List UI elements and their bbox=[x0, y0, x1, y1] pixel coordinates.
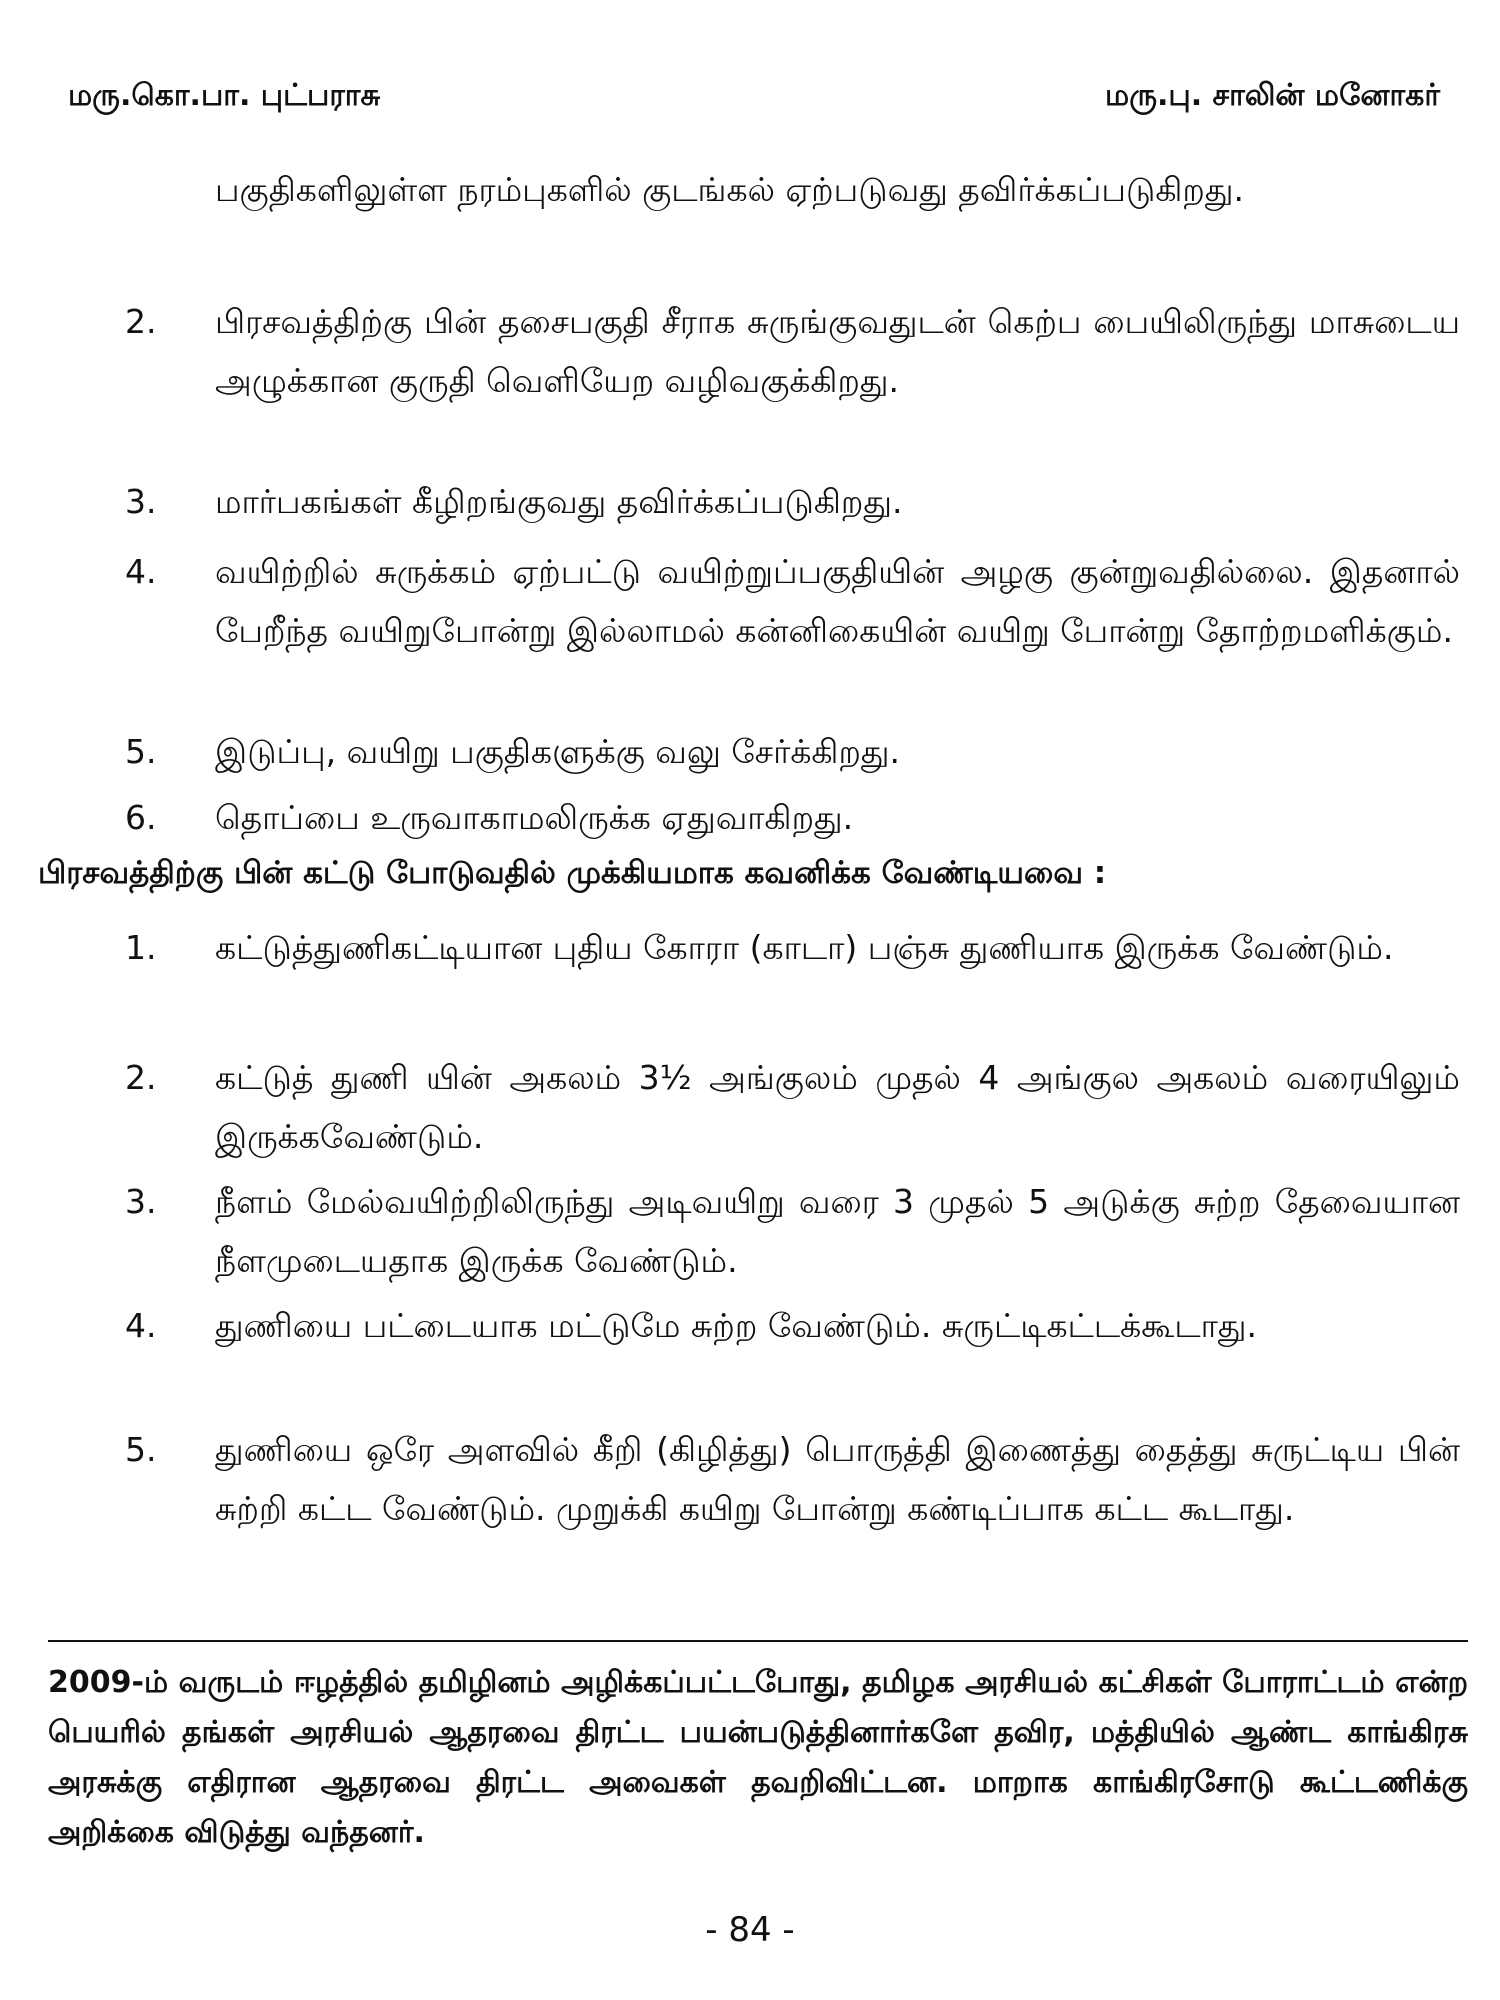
list-item-number: 3. bbox=[125, 482, 157, 521]
list-item-text: வயிற்றில் சுருக்கம் ஏற்பட்டு வயிற்றுப்பகுதியின் அழகு குன்றுவதில்லை. இதனால் பேறீந்த வயிறுபோன்று இல்லாமல் கன்னிகையின் வயிறு போன்று தோற்றமளிக்கும். bbox=[215, 552, 1460, 650]
footnote-text: 2009-ம் வருடம் ஈழத்தில் தமிழினம் அழிக்கப்பட்டபோது, தமிழக அரசியல் கட்சிகள் போராட்டம் என்ற பெயரில் தங்கள் அரசியல் ஆதரவை திரட்ட பயன்படுத்தினார்களே தவிர, மத்தியில் ஆண்ட காங்கிரசு அரசுக்கு எதிரான ஆதரவை திரட்ட அவைகள் தவறிவிட்டன. மாறாக காங்கிரசோடு கூட்டணிக்கு அறிக்கை விடுத்து வந்தனர். bbox=[48, 1665, 1468, 1850]
list-item-text: இடுப்பு, வயிறு பகுதிகளுக்கு வலு சேர்க்கிறது. bbox=[215, 732, 901, 771]
list-item-number: 2. bbox=[125, 1058, 157, 1097]
header-author-left: மரு.கொ.பா. புட்பராசு bbox=[68, 78, 381, 113]
header-author-right: மரு.பு. சாலின் மனோகர் bbox=[1105, 78, 1440, 113]
footnote-divider bbox=[48, 1640, 1468, 1642]
list-item-text: தொப்பை உருவாகாமலிருக்க ஏதுவாகிறது. bbox=[215, 798, 854, 837]
list-item-text: பிரசவத்திற்கு பின் தசைபகுதி சீராக சுருங்குவதுடன் கெற்ப பையிலிருந்து மாசுடைய அழுக்கான குருதி வெளியேற வழிவகுக்கிறது. bbox=[215, 302, 1460, 400]
list-item-text: கட்டுத் துணி யின் அகலம் 3½ அங்குலம் முதல் 4 அங்குல அகலம் வரையிலும் இருக்கவேண்டும். bbox=[215, 1058, 1460, 1156]
page-number: - 84 - bbox=[705, 1910, 795, 1950]
list-item-text: துணியை பட்டையாக மட்டுமே சுற்ற வேண்டும். சுருட்டிகட்டக்கூடாது. bbox=[215, 1306, 1257, 1345]
list-item-text: துணியை ஒரே அளவில் கீறி (கிழித்து) பொருத்தி இணைத்து தைத்து சுருட்டிய பின் சுற்றி கட்ட வேண்டும். முறுக்கி கயிறு போன்று கண்டிப்பாக கட்ட கூடாது. bbox=[215, 1430, 1460, 1528]
section-heading: பிரசவத்திற்கு பின் கட்டு போடுவதில் முக்கியமாக கவனிக்க வேண்டியவை : bbox=[38, 855, 1107, 891]
list-item-number: 2. bbox=[125, 302, 157, 341]
list-item-number: 3. bbox=[125, 1182, 157, 1221]
list-item-text: கட்டுத்துணிகட்டியான புதிய கோரா (காடா) பஞ்சு துணியாக இருக்க வேண்டும். bbox=[215, 928, 1394, 967]
list-item-number: 1. bbox=[125, 928, 157, 967]
list-item-number: 5. bbox=[125, 1430, 157, 1469]
list-item-text: மார்பகங்கள் கீழிறங்குவது தவிர்க்கப்படுகிறது. bbox=[215, 482, 903, 521]
list-item-number: 6. bbox=[125, 798, 157, 837]
list-item-number: 4. bbox=[125, 552, 157, 591]
continued-paragraph: பகுதிகளிலுள்ள நரம்புகளில் குடங்கல் ஏற்படுவது தவிர்க்கப்படுகிறது. bbox=[215, 170, 1244, 209]
list-item-number: 5. bbox=[125, 732, 157, 771]
list-item-number: 4. bbox=[125, 1306, 157, 1345]
list-item-text: நீளம் மேல்வயிற்றிலிருந்து அடிவயிறு வரை 3 முதல் 5 அடுக்கு சுற்ற தேவையான நீளமுடையதாக இருக்க வேண்டும். bbox=[215, 1182, 1460, 1280]
